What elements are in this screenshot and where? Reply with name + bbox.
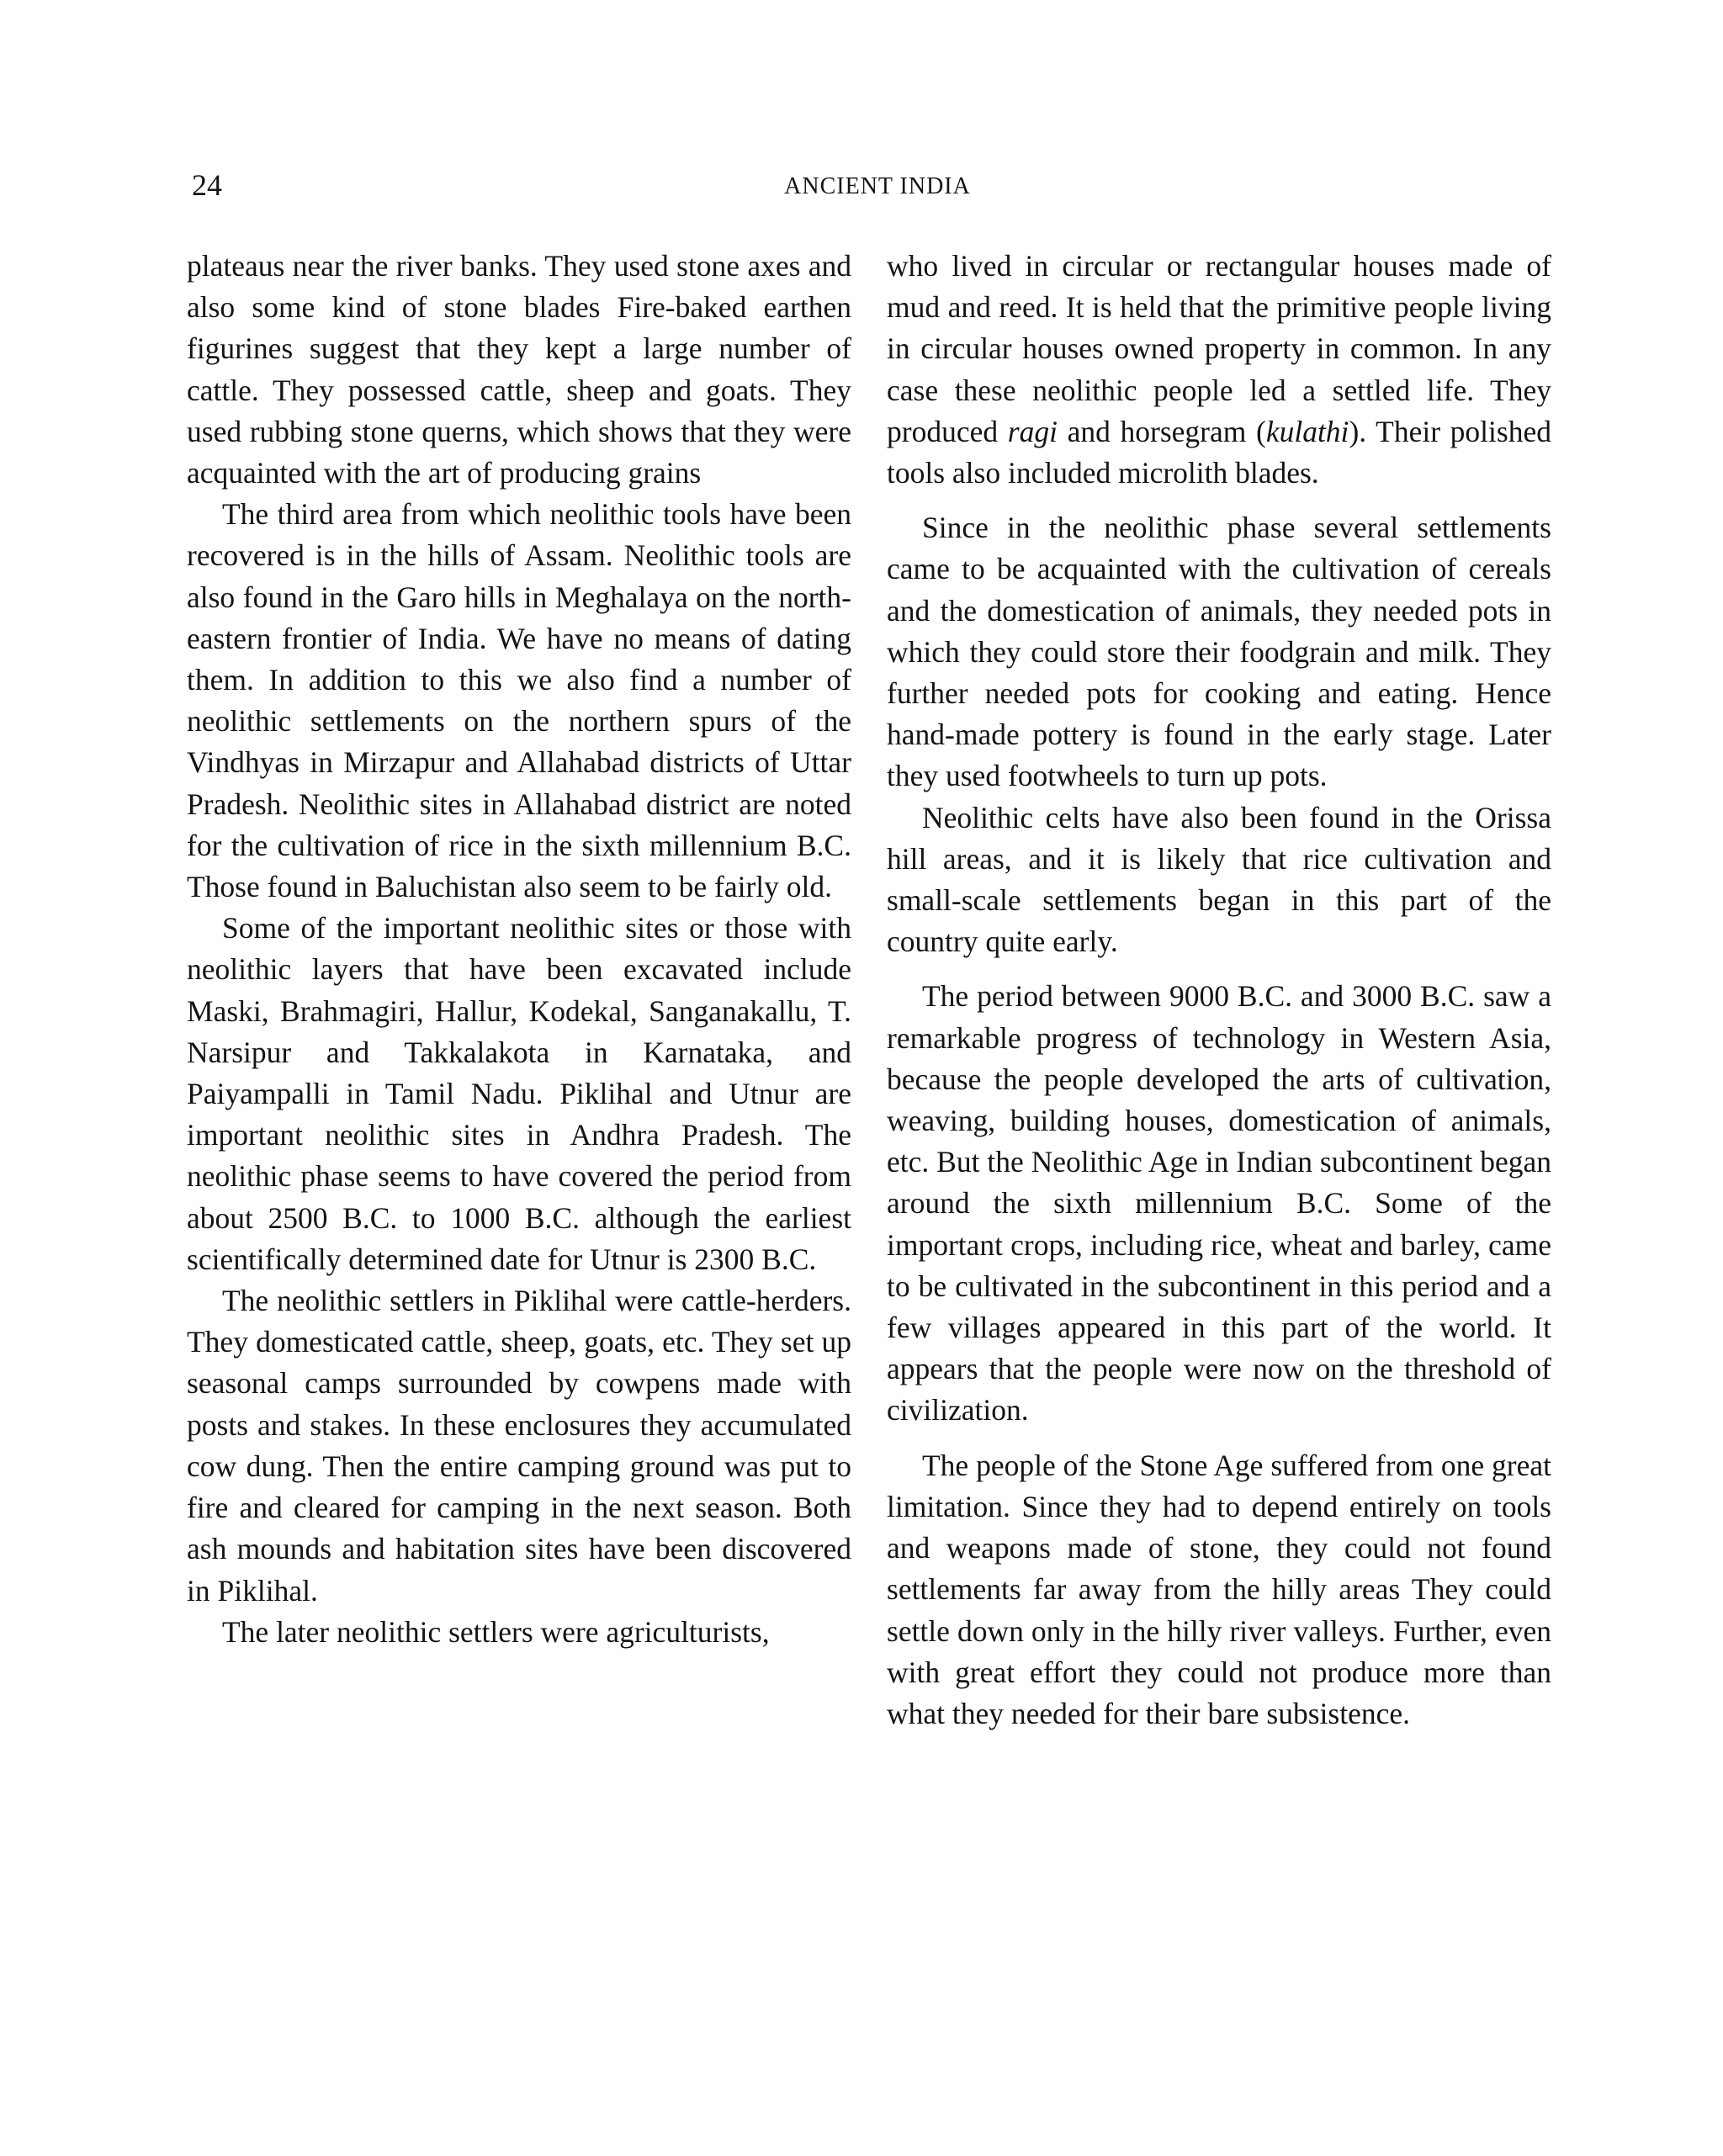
italic-term-kulathi: kulathi xyxy=(1265,414,1349,448)
left-column xyxy=(187,246,851,1653)
paragraph: Some of the important neolithic sites or those with neolithic layers that have been excavated include Maski, Brahmagiri, Hallur, Kodekal, Sanganakallu, T. Narsipur and Takkalakota in Karnataka, and Paiyampalli in Tamil Nadu. Piklihal and Utnur are important neolithic sites in Andhra Pradesh. The neolithic phase seems to have covered the period from about 2500 B.C. to 1000 B.C. although the earliest scientifically determined date for Utnur is 2300 B.C. xyxy=(187,911,851,1276)
paragraph: Since in the neolithic phase several settlements came to be acquainted with the cultivation of cereals and the domestication of animals, they needed pots in which they could store their foodgrain and milk. They further needed pots for cooking and eating. Hence hand-made pottery is found in the early stage. Later they used footwheels to turn up pots. xyxy=(887,511,1551,793)
paragraph xyxy=(887,246,1551,494)
paragraph-text: who lived in circular or rectangular houses made of mud and reed. It is held that the primitive people living in circular houses owned property in common. In any case these neolithic people led a settled life. They produced xyxy=(887,249,1551,448)
paragraph-text: and horsegram ( xyxy=(1057,414,1266,448)
page-header xyxy=(192,168,1563,209)
paragraph: The neolithic settlers in Piklihal were cattle-herders. They domesticated cattle, sheep, goats, etc. They set up seasonal camps surrounded by cowpens made with posts and stakes. In these enclosures they accumulated cow dung. Then the entire camping ground was put to fire and cleared for camping in the next season. Both ash mounds and habitation sites have been discovered in Piklihal. xyxy=(187,1284,851,1608)
page-number: 24 xyxy=(192,168,222,202)
paragraph: Neolithic celts have also been found in the Orissa hill areas, and it is likely that rice cultivation and small-scale settlements began in this part of the country quite early. xyxy=(887,800,1551,959)
italic-term-ragi: ragi xyxy=(1007,414,1058,448)
paragraph: plateaus near the river banks. They used stone axes and also some kind of stone blades Fire-baked earthen figurines suggest that they kept a large number of cattle. They possessed cattle, sheep and goats. They used rubbing stone querns, which shows that they were acquainted with the art of producing grains xyxy=(187,249,851,490)
right-column xyxy=(887,246,1551,1735)
paragraph: The later neolithic settlers were agriculturists, xyxy=(222,1614,770,1649)
paragraph: The people of the Stone Age suffered from one great limitation. Since they had to depend entirely on tools and weapons made of stone, they could not found settlements far away from the hilly areas They could settle down only in the hilly river valleys. Further, even with great effort they could not produce more than what they needed for their bare subsistence. xyxy=(887,1448,1551,1730)
paragraph-text: ). Their polished tools also included microlith blades. xyxy=(887,414,1551,490)
paragraph: The period between 9000 B.C. and 3000 B.C. saw a remarkable progress of technology in Western Asia, because the people developed the arts of cultivation, weaving, building houses, domestication of animals, etc. But the Neolithic Age in Indian subcontinent began around the sixth millennium B.C. Some of the important crops, including rice, wheat and barley, came to be cultivated in the subcontinent in this period and a few villages appeared in this part of the world. It appears that the people were now on the threshold of civilization. xyxy=(887,979,1551,1428)
paragraph: The third area from which neolithic tools have been recovered is in the hills of Assam. Neolithic tools are also found in the Garo hills in Meghalaya on the north-eastern frontier of India. We have no means of dating them. In addition to this we also find a number of neolithic settlements on the northern spurs of the Vindhyas in Mirzapur and Allahabad districts of Uttar Pradesh. Neolithic sites in Allahabad district are noted for the cultivation of rice in the sixth millennium B.C. Those found in Baluchistan also seem to be fairly old. xyxy=(187,497,851,904)
running-title: ANCIENT INDIA xyxy=(784,173,971,199)
